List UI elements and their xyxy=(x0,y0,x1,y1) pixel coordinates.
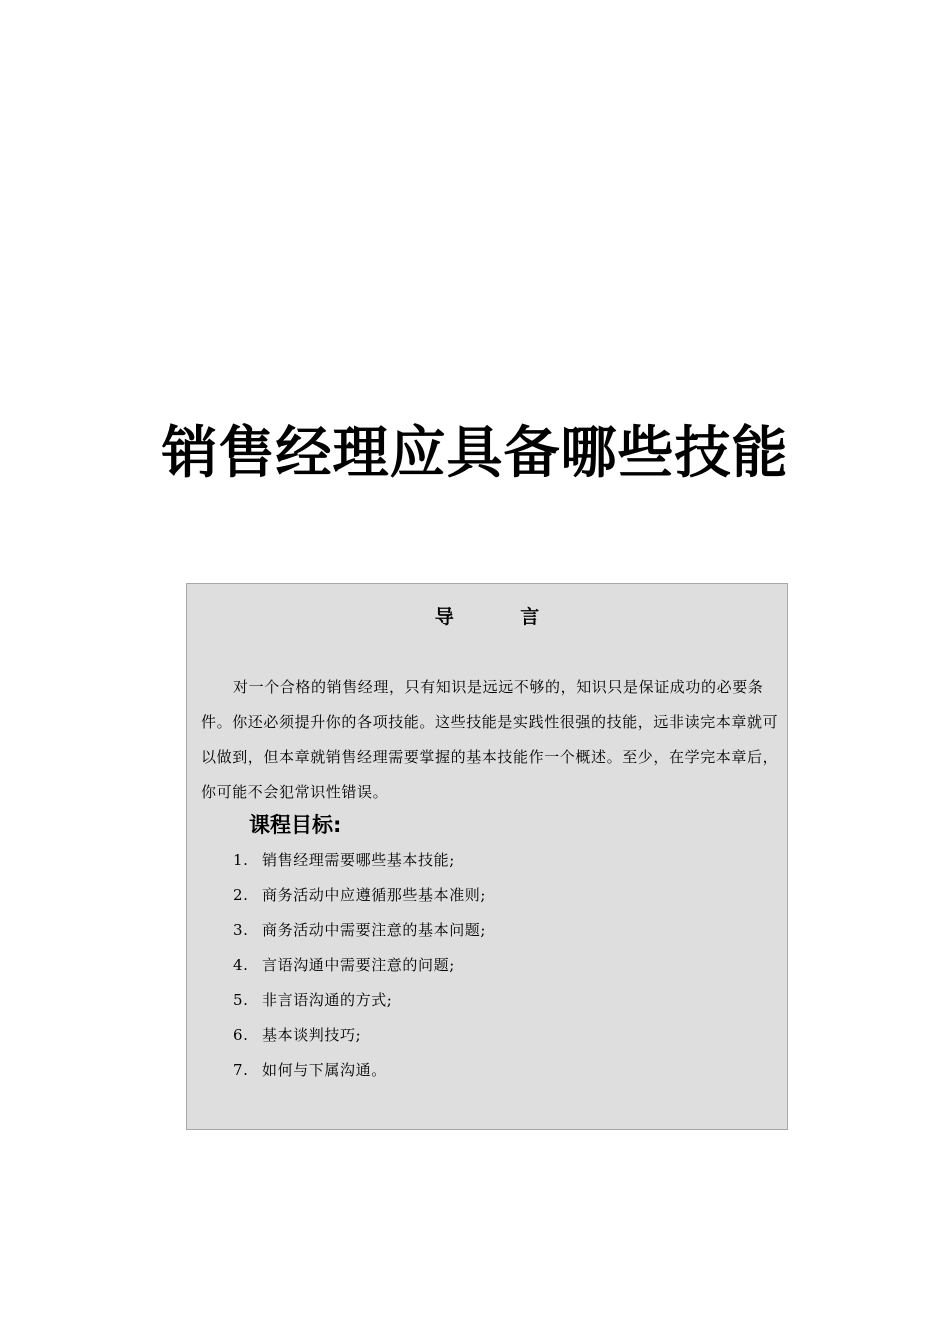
document-title: 销售经理应具备哪些技能 xyxy=(161,421,789,486)
list-item xyxy=(233,953,486,988)
goals-heading: 课程目标: xyxy=(249,813,342,837)
list-item-number: 3. xyxy=(233,921,249,939)
list-item-text: 商务活动中需要注意的基本问题; xyxy=(262,921,487,939)
list-item-number: 6. xyxy=(233,1026,249,1044)
intro-heading: 导 言 xyxy=(434,606,570,628)
list-item-number: 5. xyxy=(233,991,249,1009)
list-item xyxy=(233,848,486,883)
list-item-number: 2. xyxy=(233,886,249,904)
intro-box xyxy=(186,583,788,1130)
goals-list xyxy=(233,848,486,1093)
list-item xyxy=(233,988,486,1023)
list-item-text: 商务活动中应遵循那些基本准则; xyxy=(262,886,487,904)
list-item-number: 1. xyxy=(233,851,249,869)
list-item xyxy=(233,883,486,918)
list-item-text: 如何与下属沟通。 xyxy=(262,1061,387,1079)
list-item-number: 4. xyxy=(233,956,249,974)
list-item-text: 销售经理需要哪些基本技能; xyxy=(262,851,455,869)
list-item-text: 言语沟通中需要注意的问题; xyxy=(262,956,455,974)
intro-paragraph: 对一个合格的销售经理，只有知识是远远不够的，知识只是保证成功的必要条件。你还必须提升你的各项技能。这些技能是实践性很强的技能，远非读完本章就可以做到，但本章就销售经理需要掌握的基本技能作一个概述。至少，在学完本章后，你可能不会犯常识性错误。 xyxy=(201,678,779,801)
list-item xyxy=(233,1058,486,1093)
list-item-number: 7. xyxy=(233,1061,249,1079)
list-item-text: 基本谈判技巧; xyxy=(262,1026,362,1044)
list-item xyxy=(233,1023,486,1058)
list-item xyxy=(233,918,486,953)
list-item-text: 非言语沟通的方式; xyxy=(262,991,393,1009)
